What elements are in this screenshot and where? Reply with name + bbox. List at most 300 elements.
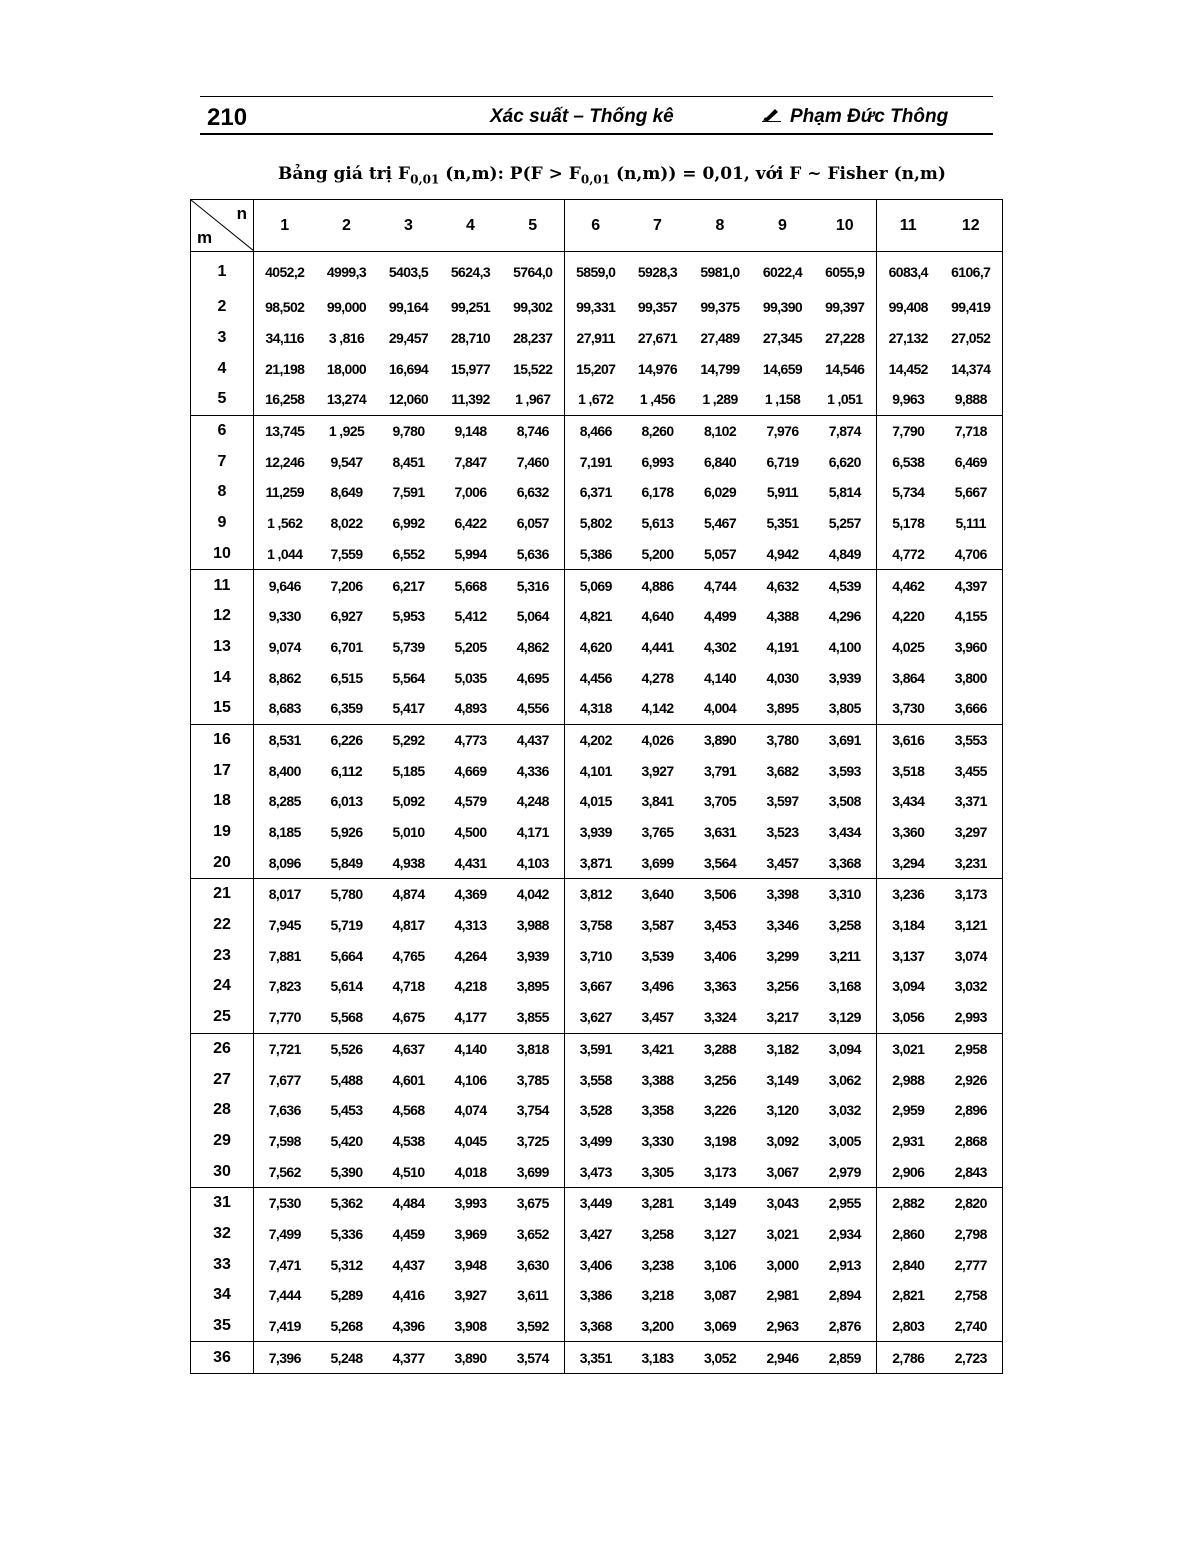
table-row [191, 477, 1003, 508]
table-cell: 1 ,044 [254, 539, 316, 570]
row-header-m: 6 [191, 415, 254, 446]
table-cell: 3,406 [703, 947, 737, 964]
table-cell: 3,499 [565, 1126, 627, 1157]
table-cell: 5,268 [316, 1311, 378, 1342]
table-cell: 3,434 [877, 786, 940, 817]
table-cell: 3,939 [565, 817, 627, 848]
table-cell: 3,553 [940, 724, 1003, 755]
table-cell: 3,948 [454, 1256, 487, 1273]
row-header-m: 36 [191, 1342, 254, 1374]
table-cell: 6,719 [766, 453, 799, 470]
table-cell: 4,772 [877, 539, 940, 570]
table-cell: 2,906 [877, 1156, 940, 1187]
table-cell: 7,718 [940, 415, 1003, 446]
table-row [191, 1126, 1003, 1157]
table-cell: 3,236 [877, 879, 940, 910]
table-cell: 5,289 [330, 1287, 363, 1304]
table-cell: 7,945 [254, 910, 316, 941]
table-cell: 3,785 [516, 1071, 549, 1088]
table-cell: 3,000 [766, 1256, 799, 1273]
table-cell: 3,360 [877, 817, 940, 848]
caption-text-1: Bảng giá trị F [278, 164, 411, 184]
table-cell: 3,386 [565, 1280, 627, 1311]
table-cell: 3,791 [703, 762, 737, 779]
table-cell: 5,488 [330, 1071, 363, 1088]
table-cell: 3,421 [641, 1040, 674, 1057]
table-cell: 3,730 [877, 693, 940, 724]
column-header: 6 [565, 200, 627, 252]
table-cell: 3,032 [828, 1102, 861, 1119]
table-cell: 5,780 [330, 886, 363, 903]
table-cell: 4,862 [516, 638, 549, 655]
column-header: 4 [440, 200, 502, 252]
column-header: 8 [689, 200, 752, 252]
table-cell: 3,129 [814, 1002, 877, 1033]
table-cell: 7,823 [254, 971, 316, 1002]
table-cell: 5,386 [565, 539, 627, 570]
table-cell: 14,374 [940, 353, 1003, 384]
table-cell: 9,888 [940, 384, 1003, 415]
author-name: Phạm Đức Thông [790, 106, 949, 127]
table-cell: 2,843 [940, 1156, 1003, 1187]
table-cell: 99,419 [940, 292, 1003, 323]
table-cell: 99,357 [637, 299, 678, 316]
table-cell: 3,120 [766, 1102, 799, 1119]
row-header-m: 29 [191, 1126, 254, 1157]
table-cell: 3,457 [752, 847, 814, 878]
table-cell: 3,616 [877, 724, 940, 755]
table-cell: 4,191 [766, 638, 799, 655]
table-cell: 5,467 [703, 515, 737, 532]
table-cell: 6,538 [877, 446, 940, 477]
table-cell: 6,632 [516, 484, 549, 501]
table-cell: 3,067 [752, 1156, 814, 1187]
row-header-m: 16 [191, 724, 254, 755]
table-cell: 3,518 [877, 755, 940, 786]
table-cell: 4,938 [378, 847, 440, 878]
table-cell: 9,074 [254, 632, 316, 663]
row-header-m: 34 [191, 1280, 254, 1311]
table-cell: 3,052 [689, 1342, 752, 1374]
table-cell: 7,636 [254, 1095, 316, 1126]
table-cell: 3,184 [877, 910, 940, 941]
table-cell: 99,375 [700, 299, 740, 316]
table-cell: 5,668 [454, 577, 487, 594]
table-cell: 6055,9 [825, 264, 865, 280]
table-cell: 7,206 [330, 577, 363, 594]
table-row [191, 415, 1003, 446]
row-header-m: 5 [191, 384, 254, 415]
table-cell: 5,564 [392, 669, 425, 686]
table-cell: 5,420 [330, 1132, 363, 1149]
table-cell: 3,558 [565, 1064, 627, 1095]
table-cell: 3,127 [703, 1225, 737, 1242]
table-cell: 8,683 [254, 693, 316, 724]
table-cell: 4,437 [516, 731, 549, 748]
row-header-m: 32 [191, 1219, 254, 1250]
table-cell: 6,217 [392, 577, 425, 594]
caption-text-3: (n,m)) = 0,01, với F ~ Fisher (n,m) [610, 164, 946, 184]
table-cell: 2,894 [828, 1287, 861, 1304]
table-row [191, 446, 1003, 477]
table-cell: 6,927 [330, 608, 363, 625]
table-cell: 5,667 [940, 477, 1003, 508]
table-cell: 3,288 [703, 1040, 737, 1057]
row-header-m: 28 [191, 1095, 254, 1126]
table-cell: 4,640 [641, 608, 674, 625]
table-cell: 3,539 [641, 947, 674, 964]
table-cell: 4052,2 [254, 252, 316, 293]
table-row [191, 1095, 1003, 1126]
table-cell: 7,770 [254, 1002, 316, 1033]
table-cell: 99,164 [388, 299, 429, 316]
table-cell: 3,611 [517, 1287, 549, 1304]
table-cell: 3,871 [565, 847, 627, 878]
table-cell: 27,489 [700, 330, 740, 347]
table-cell: 3,281 [641, 1195, 674, 1212]
row-header-m: 15 [191, 693, 254, 724]
table-cell: 3,398 [766, 886, 799, 903]
table-cell: 6,620 [828, 453, 861, 470]
table-cell: 16,694 [388, 360, 429, 377]
table-cell: 3,173 [940, 879, 1003, 910]
table-row [191, 353, 1003, 384]
table-cell: 5,412 [454, 608, 487, 625]
table-cell: 3,705 [703, 793, 737, 810]
table-row [191, 384, 1003, 415]
table-cell: 3,218 [641, 1287, 674, 1304]
table-row [191, 1156, 1003, 1187]
table-cell: 13,274 [316, 384, 378, 415]
table-cell: 5,362 [330, 1195, 363, 1212]
table-cell: 4,296 [828, 608, 861, 625]
table-cell: 3,960 [940, 632, 1003, 663]
table-row [191, 693, 1003, 724]
table-cell: 15,977 [450, 360, 491, 377]
table-cell: 5764,0 [513, 264, 553, 280]
corner-m-label: m [197, 228, 213, 247]
table-cell: 27,671 [637, 330, 678, 347]
table-cell: 3,988 [516, 917, 549, 934]
table-cell: 7,790 [877, 415, 940, 446]
row-header-m: 1 [191, 252, 254, 293]
table-cell: 3,993 [454, 1195, 487, 1212]
table-cell: 4,377 [378, 1342, 440, 1374]
table-cell: 98,502 [254, 292, 316, 323]
table-row [191, 508, 1003, 539]
table-cell: 7,976 [766, 423, 799, 440]
table-row [191, 1033, 1003, 1064]
table-cell: 3,890 [703, 731, 737, 748]
table-cell: 3,627 [565, 1002, 627, 1033]
row-header-m: 21 [191, 879, 254, 910]
table-cell: 4,632 [766, 577, 799, 594]
caption-subscript-1: 0,01 [410, 172, 440, 187]
row-header-m: 4 [191, 353, 254, 384]
table-cell: 6,029 [703, 484, 737, 501]
table-row [191, 910, 1003, 941]
table-cell: 27,132 [877, 323, 940, 354]
table-cell: 3,427 [565, 1219, 627, 1250]
table-cell: 4,499 [703, 608, 737, 625]
table-row [191, 1280, 1003, 1311]
table-cell: 5,453 [330, 1102, 363, 1119]
table-cell: 99,251 [450, 299, 491, 316]
table-cell: 3,864 [877, 662, 940, 693]
table-cell: 6,178 [641, 484, 674, 501]
table-cell: 3,927 [641, 762, 674, 779]
table-cell: 8,260 [641, 423, 674, 440]
table-cell: 5,526 [330, 1040, 363, 1057]
table-cell: 3,299 [766, 947, 799, 964]
table-row [191, 1342, 1003, 1374]
table-cell: 6,359 [316, 693, 378, 724]
table-cell: 5,814 [828, 484, 861, 501]
table-cell: 5,849 [316, 847, 378, 878]
table-cell: 6,013 [330, 793, 363, 810]
table-cell: 3,351 [565, 1342, 627, 1374]
corner-n-label: n [236, 204, 247, 223]
table-cell: 3,137 [877, 940, 940, 971]
table-cell: 1 ,051 [814, 384, 877, 415]
table-cell: 4,510 [378, 1156, 440, 1187]
table-cell: 2,758 [940, 1280, 1003, 1311]
table-cell: 11,392 [440, 384, 502, 415]
table-cell: 6,992 [392, 515, 425, 532]
table-cell: 3,969 [454, 1225, 487, 1242]
table-cell: 4,220 [877, 601, 940, 632]
table-cell: 3,574 [502, 1342, 565, 1374]
table-cell: 7,191 [565, 446, 627, 477]
table-cell: 4,025 [877, 632, 940, 663]
table-cell: 5,057 [689, 539, 752, 570]
table-cell: 6,840 [703, 453, 737, 470]
table-cell: 4,177 [440, 1002, 502, 1033]
table-cell: 3,256 [766, 978, 799, 995]
column-header: 5 [502, 200, 565, 252]
table-cell: 8,466 [565, 415, 627, 446]
table-cell: 4,140 [454, 1040, 487, 1057]
table-cell: 5,111 [940, 508, 1003, 539]
table-cell: 12,246 [254, 446, 316, 477]
table-cell: 5403,5 [388, 264, 429, 280]
column-header: 11 [877, 200, 940, 252]
table-cell: 3,324 [689, 1002, 752, 1033]
table-cell: 4,336 [516, 762, 549, 779]
table-cell: 3,256 [703, 1071, 737, 1088]
table-cell: 2,803 [877, 1311, 940, 1342]
row-header-m: 18 [191, 786, 254, 817]
table-cell: 4,045 [454, 1132, 487, 1149]
table-cell: 2,876 [814, 1311, 877, 1342]
table-cell: 3,074 [940, 940, 1003, 971]
table-cell: 4,669 [454, 762, 487, 779]
table-cell: 3,927 [454, 1287, 487, 1304]
table-cell: 27,052 [940, 323, 1003, 354]
table-cell: 2,963 [752, 1311, 814, 1342]
table-cell: 5,257 [828, 515, 861, 532]
table-cell: 3,597 [766, 793, 799, 810]
table-cell: 15,522 [513, 360, 553, 377]
table-cell: 3,211 [829, 947, 861, 964]
table-cell: 3,710 [565, 940, 627, 971]
row-header-m: 33 [191, 1249, 254, 1280]
table-cell: 14,659 [762, 360, 803, 377]
table-cell: 14,546 [825, 360, 865, 377]
table-cell: 99,408 [877, 292, 940, 323]
table-cell: 3,231 [940, 847, 1003, 878]
table-cell: 15,207 [565, 353, 627, 384]
table-cell: 2,993 [940, 1002, 1003, 1033]
table-cell: 3,675 [516, 1195, 549, 1212]
table-cell: 3,183 [627, 1342, 689, 1374]
table-cell: 3,805 [814, 693, 877, 724]
table-cell: 3,453 [703, 917, 737, 934]
table-row [191, 632, 1003, 663]
table-cell: 3,691 [828, 731, 861, 748]
table-cell: 5,248 [316, 1342, 378, 1374]
table-cell: 3,725 [516, 1132, 549, 1149]
table-cell: 4,817 [392, 917, 425, 934]
row-header-m: 26 [191, 1033, 254, 1064]
table-cell: 6,515 [330, 669, 363, 686]
table-cell: 3,106 [703, 1256, 737, 1273]
table-cell: 27,228 [825, 330, 865, 347]
table-cell: 3,238 [641, 1256, 674, 1273]
table-cell: 4,893 [440, 693, 502, 724]
table-cell: 4,484 [392, 1195, 425, 1212]
table-cell: 7,881 [254, 940, 316, 971]
table-cell: 3,895 [752, 693, 814, 724]
table-cell: 3,005 [828, 1132, 861, 1149]
table-cell: 7,874 [828, 423, 861, 440]
table-row [191, 323, 1003, 354]
table-row [191, 971, 1003, 1002]
table-cell: 4,140 [703, 669, 737, 686]
table-cell: 7,562 [254, 1156, 316, 1187]
table-cell: 4,620 [565, 632, 627, 663]
table-cell: 4,675 [378, 1002, 440, 1033]
table-cell: 3,371 [940, 786, 1003, 817]
table-cell: 3,168 [828, 978, 861, 995]
table-cell: 4,302 [703, 638, 737, 655]
table-cell: 5,316 [516, 577, 549, 594]
table-cell: 16,258 [254, 384, 316, 415]
table-cell: 3,173 [689, 1156, 752, 1187]
row-header-m: 12 [191, 601, 254, 632]
table-cell: 5,994 [440, 539, 502, 570]
table-cell: 4,018 [440, 1156, 502, 1187]
table-cell: 3,652 [516, 1225, 549, 1242]
table-cell: 3,363 [703, 978, 737, 995]
table-cell: 5928,3 [637, 264, 678, 280]
table-cell: 5,417 [378, 693, 440, 724]
table-cell: 6,552 [378, 539, 440, 570]
caption-subscript-2: 0,01 [580, 172, 611, 187]
table-cell: 4,942 [752, 539, 814, 570]
table-cell: 3,200 [627, 1311, 689, 1342]
table-cell: 3,449 [565, 1187, 627, 1218]
table-cell: 7,444 [254, 1280, 316, 1311]
table-cell: 8,862 [254, 662, 316, 693]
row-header-m: 7 [191, 446, 254, 477]
table-cell: 2,955 [828, 1195, 861, 1212]
table-row [191, 292, 1003, 323]
table-caption [278, 164, 946, 186]
table-cell: 7,559 [316, 539, 378, 570]
table-cell: 5,734 [877, 477, 940, 508]
table-cell: 8,746 [516, 423, 549, 440]
table-cell: 3,528 [565, 1095, 627, 1126]
table-cell: 28,710 [450, 330, 491, 347]
table-cell: 2,896 [940, 1095, 1003, 1126]
table-cell: 3,217 [752, 1002, 814, 1033]
table-cell: 1 ,672 [565, 384, 627, 415]
corner-cell [191, 200, 254, 252]
table-cell: 4,706 [940, 539, 1003, 570]
table-cell: 2,946 [752, 1342, 814, 1374]
table-row [191, 940, 1003, 971]
table-cell: 3,043 [766, 1195, 799, 1212]
table-cell: 4,556 [502, 693, 565, 724]
table-cell: 3,021 [877, 1033, 940, 1064]
table-cell: 4,142 [627, 693, 689, 724]
table-cell: 3,434 [828, 824, 861, 841]
table-cell: 3,069 [689, 1311, 752, 1342]
table-row [191, 755, 1003, 786]
table-cell: 4,695 [516, 669, 549, 686]
table-cell: 4,100 [828, 638, 861, 655]
table-cell: 4,886 [641, 577, 674, 594]
table-cell: 3,182 [766, 1040, 799, 1057]
table-cell: 8,185 [254, 817, 316, 848]
table-cell: 4,030 [766, 669, 799, 686]
table-cell: 2,860 [877, 1219, 940, 1250]
table-cell: 3,699 [627, 847, 689, 878]
table-body [191, 252, 1003, 1374]
table-cell: 8,096 [254, 847, 316, 878]
table-cell: 7,721 [254, 1033, 316, 1064]
table-cell: 3,496 [641, 978, 674, 995]
table-cell: 2,798 [940, 1219, 1003, 1250]
table-cell: 4,539 [828, 577, 861, 594]
table-cell: 3,455 [940, 755, 1003, 786]
table-cell: 8,531 [254, 724, 316, 755]
table-cell: 3,310 [828, 886, 861, 903]
row-header-m: 17 [191, 755, 254, 786]
table-cell: 12,060 [378, 384, 440, 415]
table-cell: 5,092 [392, 793, 425, 810]
table-cell: 5,185 [392, 762, 425, 779]
table-cell: 3,506 [703, 886, 737, 903]
row-header-m: 2 [191, 292, 254, 323]
table-cell: 3,564 [689, 847, 752, 878]
table-cell: 5,636 [502, 539, 565, 570]
table-cell: 4,004 [689, 693, 752, 724]
table-row [191, 879, 1003, 910]
table-row [191, 1249, 1003, 1280]
table-cell: 3 ,816 [328, 330, 365, 347]
column-header: 2 [316, 200, 378, 252]
table-cell: 7,460 [516, 453, 549, 470]
table-cell: 4,416 [392, 1287, 425, 1304]
table-cell: 3,457 [627, 1002, 689, 1033]
table-cell: 7,419 [254, 1311, 316, 1342]
table-cell: 3,592 [502, 1311, 565, 1342]
pen-writing-icon [762, 106, 782, 128]
row-header-m: 10 [191, 539, 254, 570]
table-cell: 1 ,967 [502, 384, 565, 415]
